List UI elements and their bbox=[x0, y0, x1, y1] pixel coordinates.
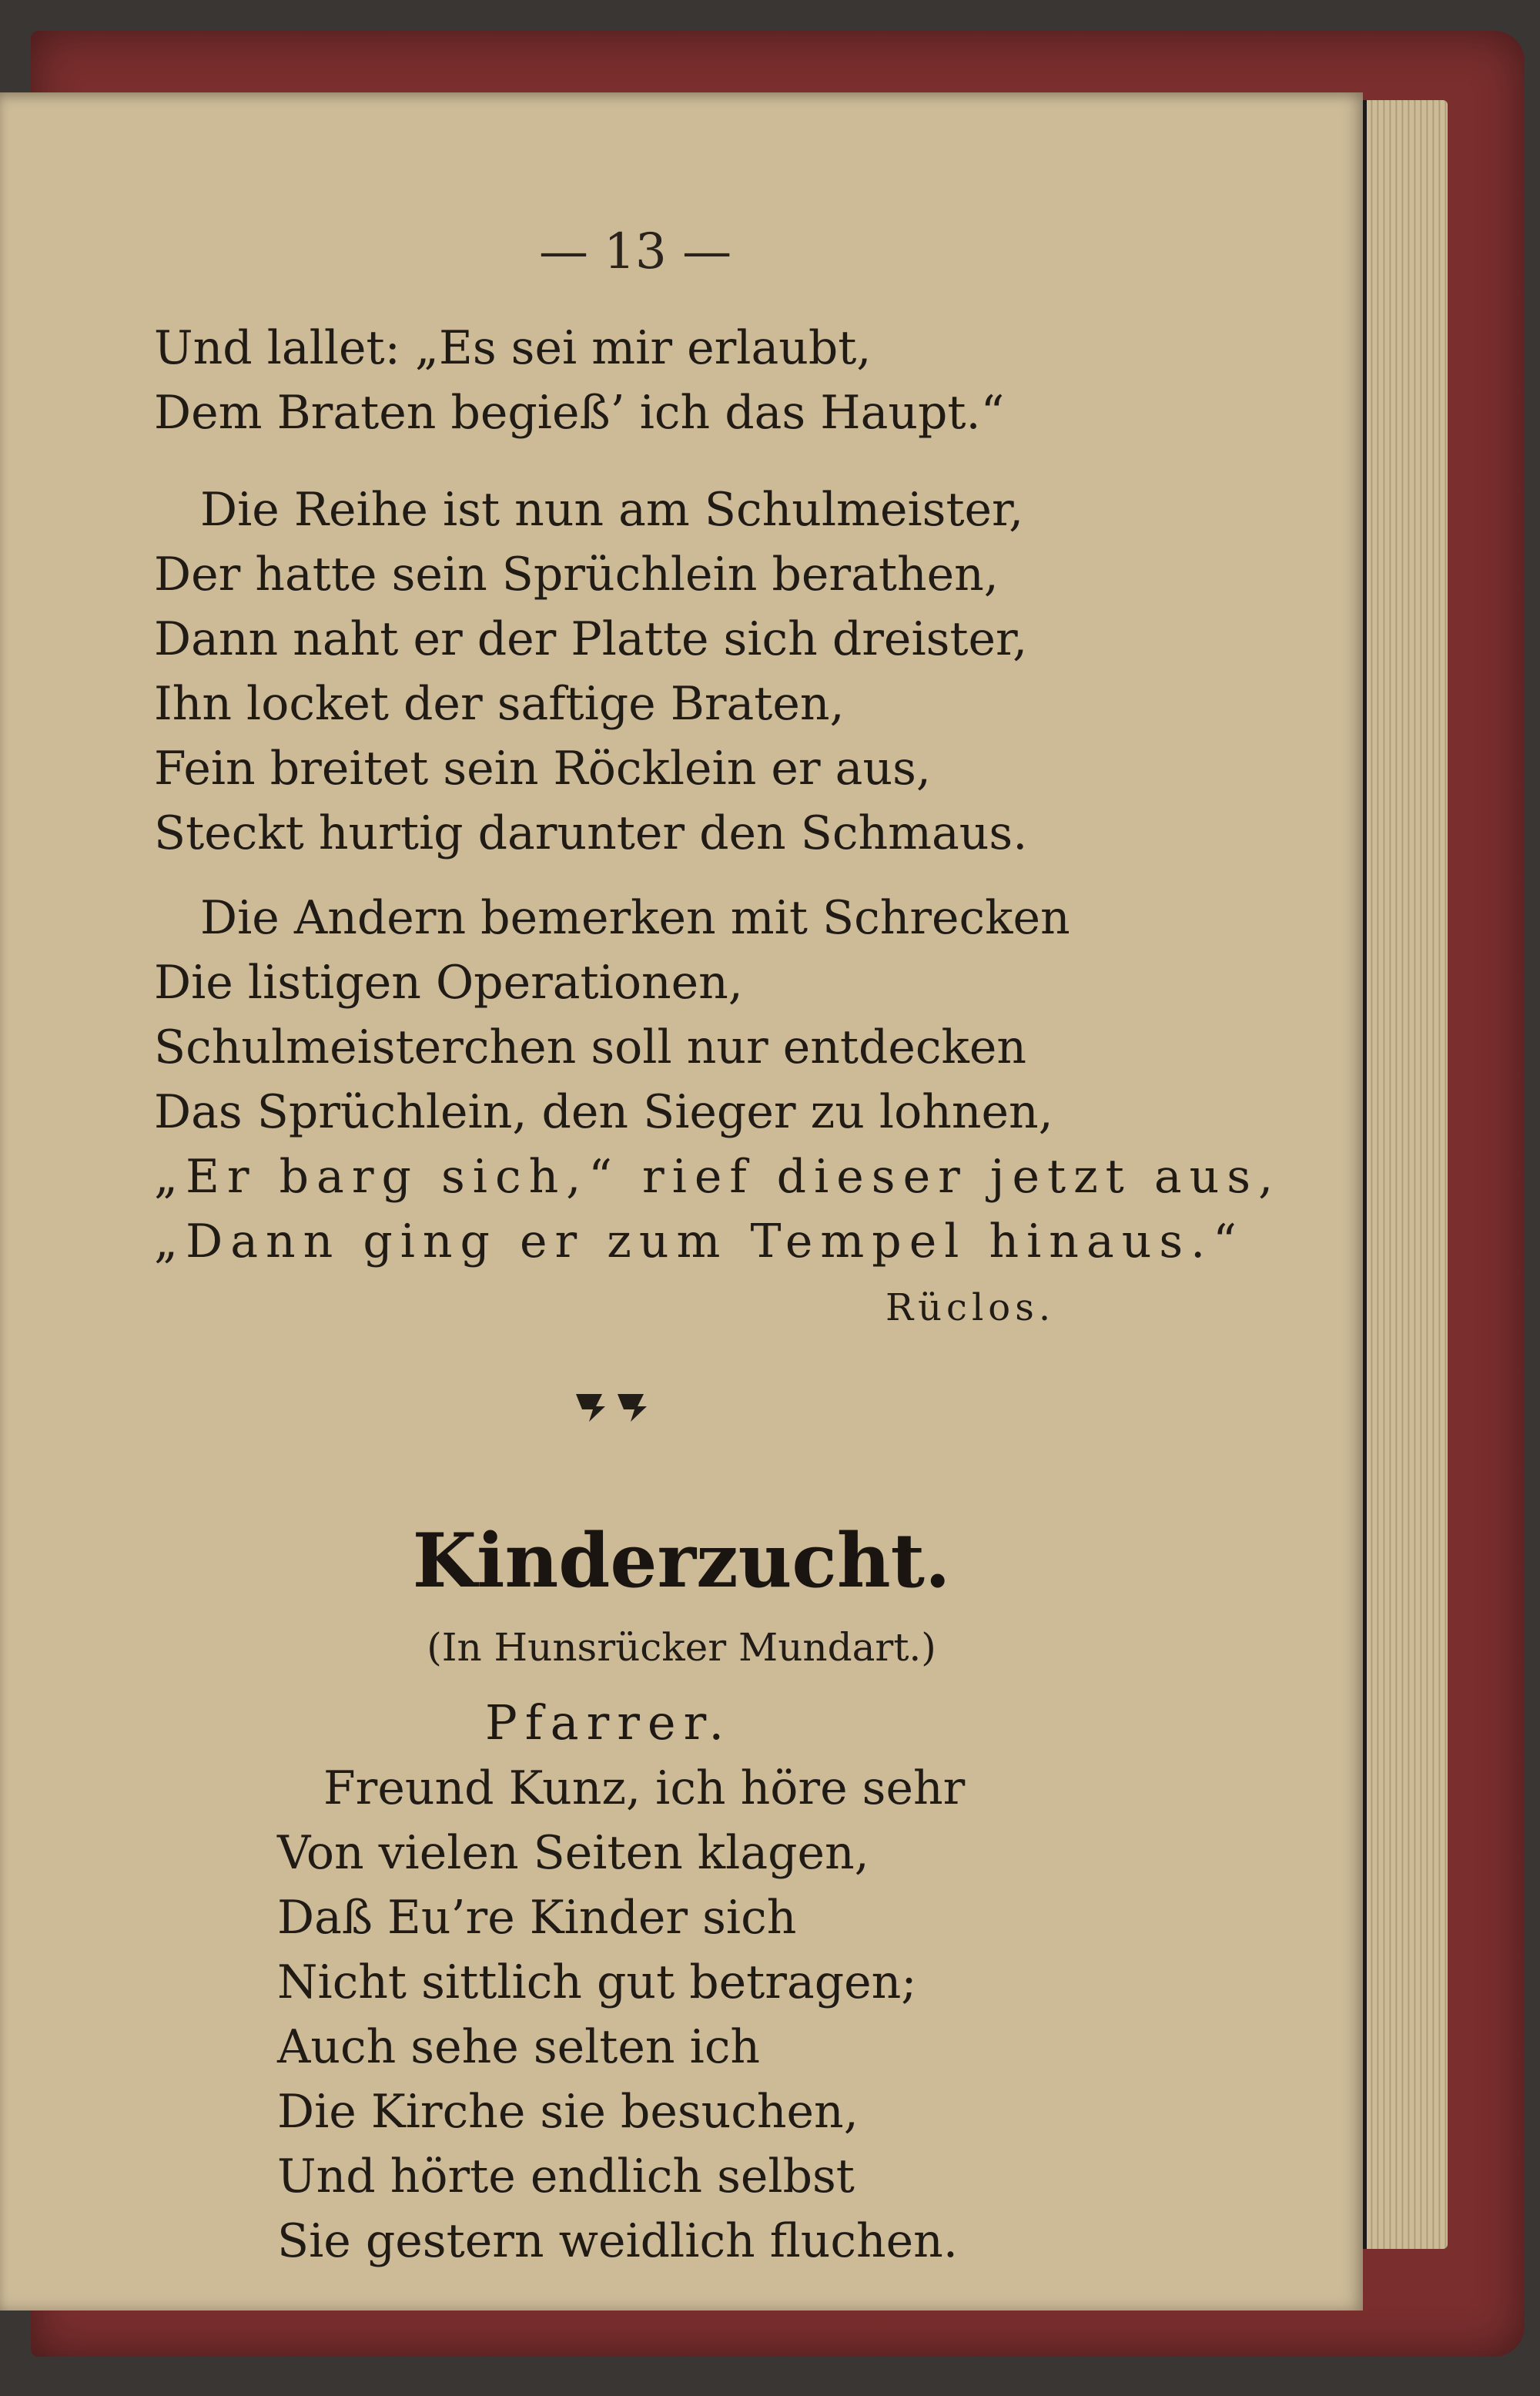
verse-line: Der hatte sein Sprüchlein berathen, bbox=[154, 548, 999, 602]
verse-line: Von vielen Seiten klagen, bbox=[277, 1826, 869, 1880]
verse-line: Freund Kunz, ich höre sehr bbox=[323, 1761, 966, 1815]
author-signature: Rüclos. bbox=[886, 1286, 1056, 1329]
verse-line: Steckt hurtig darunter den Schmaus. bbox=[154, 806, 1028, 860]
verse-line: Dem Braten begieß’ ich das Haupt.“ bbox=[154, 386, 1005, 440]
fleuron-ornament bbox=[570, 1386, 654, 1425]
verse-line: Sie gestern weidlich fluchen. bbox=[277, 2214, 958, 2268]
verse-line: Die Andern bemerken mit Schrecken bbox=[200, 891, 1070, 945]
section-title: Kinderzucht. bbox=[412, 1517, 951, 1604]
stanza-3 bbox=[154, 886, 1281, 1274]
page-edges bbox=[1355, 100, 1448, 2249]
verse-line: Dann naht er der Platte sich dreister, bbox=[154, 612, 1028, 666]
verse-line: Auch sehe selten ich bbox=[277, 2020, 761, 2074]
verse-line: Und lallet: „Es sei mir erlaubt, bbox=[154, 321, 872, 375]
verse-line: Die Kirche sie besuchen, bbox=[277, 2085, 859, 2139]
verse-line: „Er barg sich,“ rief dieser jetzt aus, bbox=[154, 1150, 1281, 1204]
section-subtitle: (In Hunsrücker Mundart.) bbox=[427, 1625, 936, 1670]
verse-line: Die Reihe ist nun am Schulmeister, bbox=[200, 483, 1024, 537]
verse-line: Das Sprüchlein, den Sieger zu lohnen, bbox=[154, 1085, 1053, 1139]
stanza-pfarrer bbox=[277, 1756, 1201, 2274]
verse-line: Schulmeisterchen soll nur entdecken bbox=[154, 1020, 1027, 1074]
book-page bbox=[0, 92, 1363, 2311]
verse-line: Ihn locket der saftige Braten, bbox=[154, 677, 845, 731]
stanza-1 bbox=[154, 316, 1247, 445]
verse-line: Nicht sittlich gut betragen; bbox=[277, 1955, 917, 2009]
verse-line: Daß Eu’re Kinder sich bbox=[277, 1891, 797, 1945]
verse-line: Fein breitet sein Röcklein er aus, bbox=[154, 742, 931, 796]
page-number: — 13 — bbox=[538, 223, 732, 280]
verse-line: Und hörte endlich selbst bbox=[277, 2150, 855, 2203]
stanza-2 bbox=[154, 478, 1247, 866]
verse-line: „Dann ging er zum Tempel hinaus.“ bbox=[154, 1215, 1244, 1268]
verse-line: Die listigen Operationen, bbox=[154, 956, 743, 1010]
speaker-label: Pfarrer. bbox=[485, 1694, 732, 1751]
